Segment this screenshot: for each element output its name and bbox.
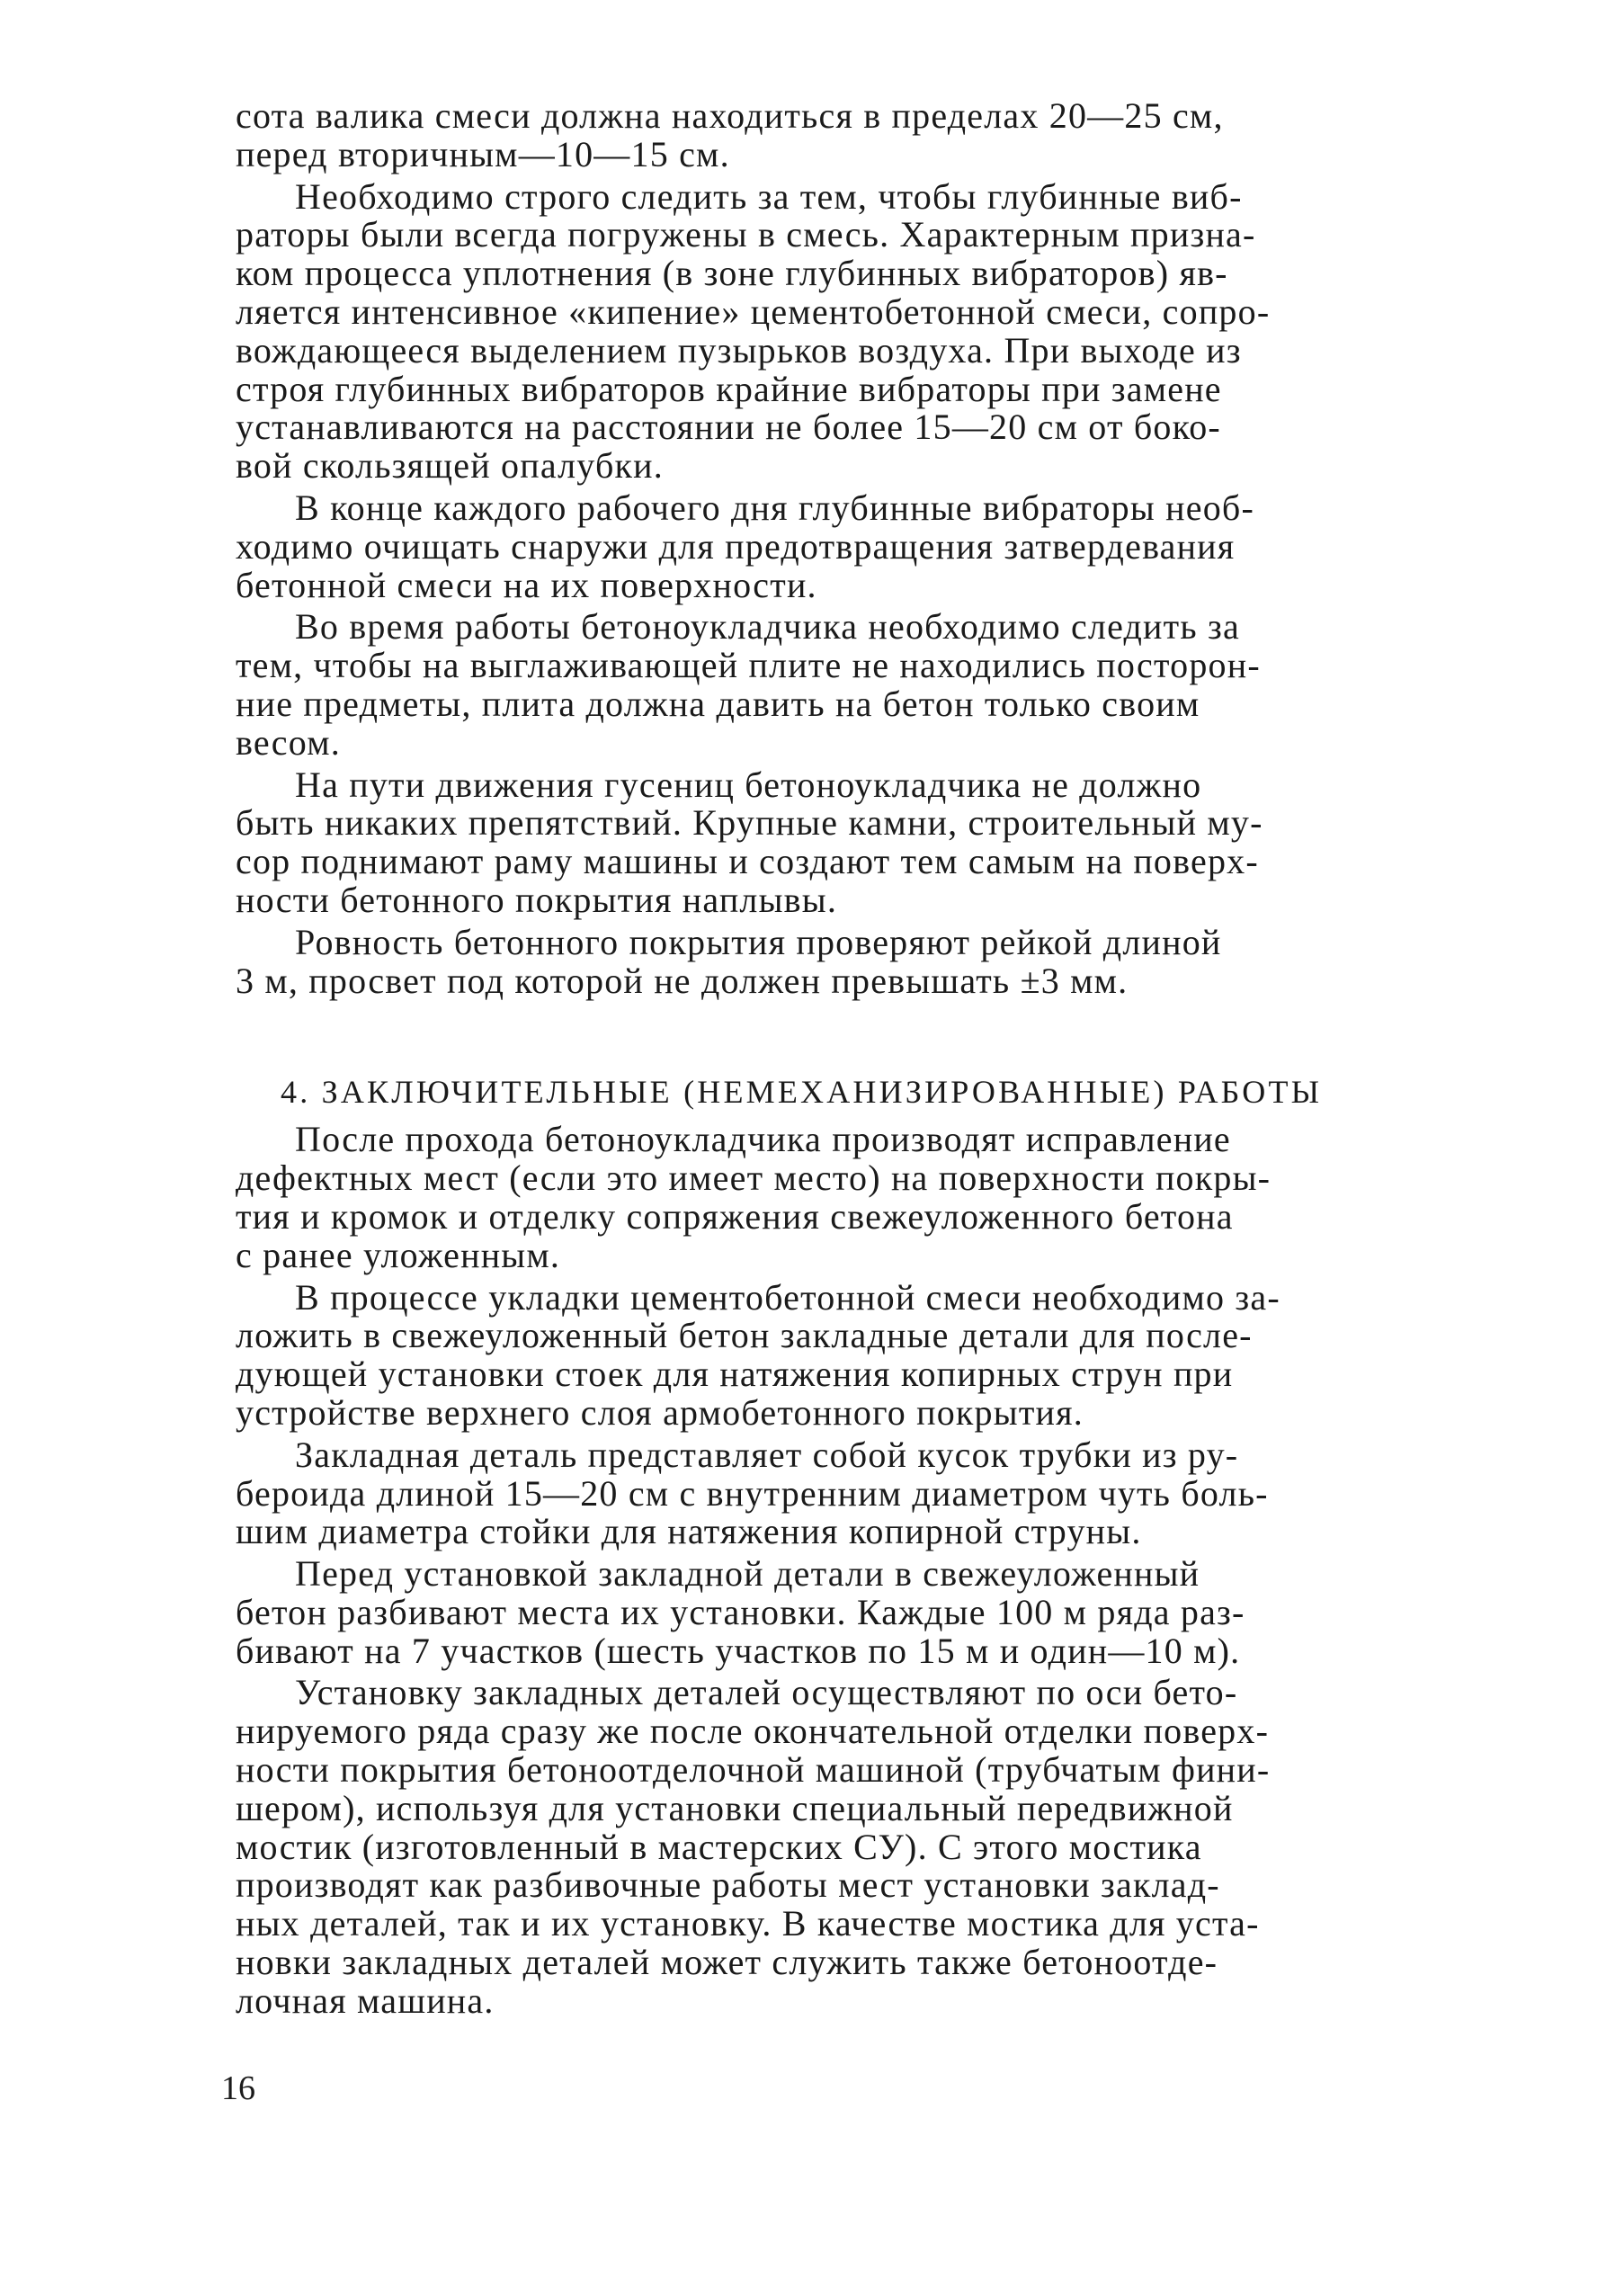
document-page bbox=[236, 97, 1388, 2024]
paragraph: На пути движения гусениц бетоноукладчика не должно быть никаких препятствий. Крупные камни, строительный му- сор поднимают раму машины и создают тем самым на поверх- ности бетонного покрытия наплывы. bbox=[236, 764, 1263, 920]
section-heading: 4. ЗАКЛЮЧИТЕЛЬНЫЕ (НЕМЕХАНИЗИРОВАННЫЕ) РАБОТЫ bbox=[281, 1074, 1323, 1111]
paragraph: Закладная деталь представляет собой кусок трубки из ру- бероида длиной 15—20 см с внутренним диаметром чуть боль- шим диаметра стойки для натяжения копирной струны. bbox=[236, 1434, 1269, 1552]
paragraph: После прохода бетоноукладчика производят исправление дефектных мест (если это имеет место) на поверхности покры- тия и кромок и отделку сопряжения свежеуложенного бетона с ранее уложенным. bbox=[236, 1119, 1272, 1275]
paragraph: В процессе укладки цементобетонной смеси необходимо за- ложить в свежеуложенный бетон закладные детали для после- дующей установки стоек для натяжения копирных струн при устройстве верхнего слоя армобетонного покрытия. bbox=[236, 1276, 1280, 1433]
paragraph: сота валика смеси должна находиться в пределах 20—25 см, перед вторичным—10—15 см. bbox=[236, 95, 1224, 174]
paragraph: Необходимо строго следить за тем, чтобы глубинные виб- раторы были всегда погружены в смесь. Характерным призна- ком процесса уплотнения (в зоне глубинных вибраторов) яв- ляется интенсивное «кипение» цементобетонной смеси, сопро- вождающееся выделением пузырьков воздуха. При выходе из строя глубинных вибраторов крайние вибраторы при замене устанавливаются на расстоянии не более 15—20 см от боко- вой скользящей опалубки. bbox=[236, 175, 1271, 487]
page-number: 16 bbox=[221, 2069, 255, 2107]
paragraph: Перед установкой закладной детали в свежеуложенный бетон разбивают места их установки. Каждые 100 м ряда раз- бивают на 7 участков (шесть участков по 15 м и один—10 м). bbox=[236, 1553, 1245, 1671]
paragraph: Установку закладных деталей осуществляют по оси бето- нируемого ряда сразу же после окончательной отделки поверх- ности покрытия бетоноотделочной машиной (трубчатым фини- шером), используя для установки специальный передвижной мостик (изготовленный в мастерских СУ). С этого мостика производят как разбивочные работы мест установки заклад- ных деталей, так и их установку. В качестве мостика для уста- новки закладных деталей может служить также бетоноотде- лочная машина. bbox=[236, 1672, 1271, 2021]
paragraph: Во время работы бетоноукладчика необходимо следить за тем, чтобы на выглаживающей плите не находились посторон- ние предметы, плита должна давить на бетон только своим весом. bbox=[236, 606, 1261, 763]
paragraph: В конце каждого рабочего дня глубинные вибраторы необ- ходимо очищать снаружи для предотвращения затвердевания бетонной смеси на их поверхности. bbox=[236, 487, 1254, 605]
paragraph: Ровность бетонного покрытия проверяют рейкой длиной 3 м, просвет под которой не должен превышать ±3 мм. bbox=[236, 921, 1222, 1001]
